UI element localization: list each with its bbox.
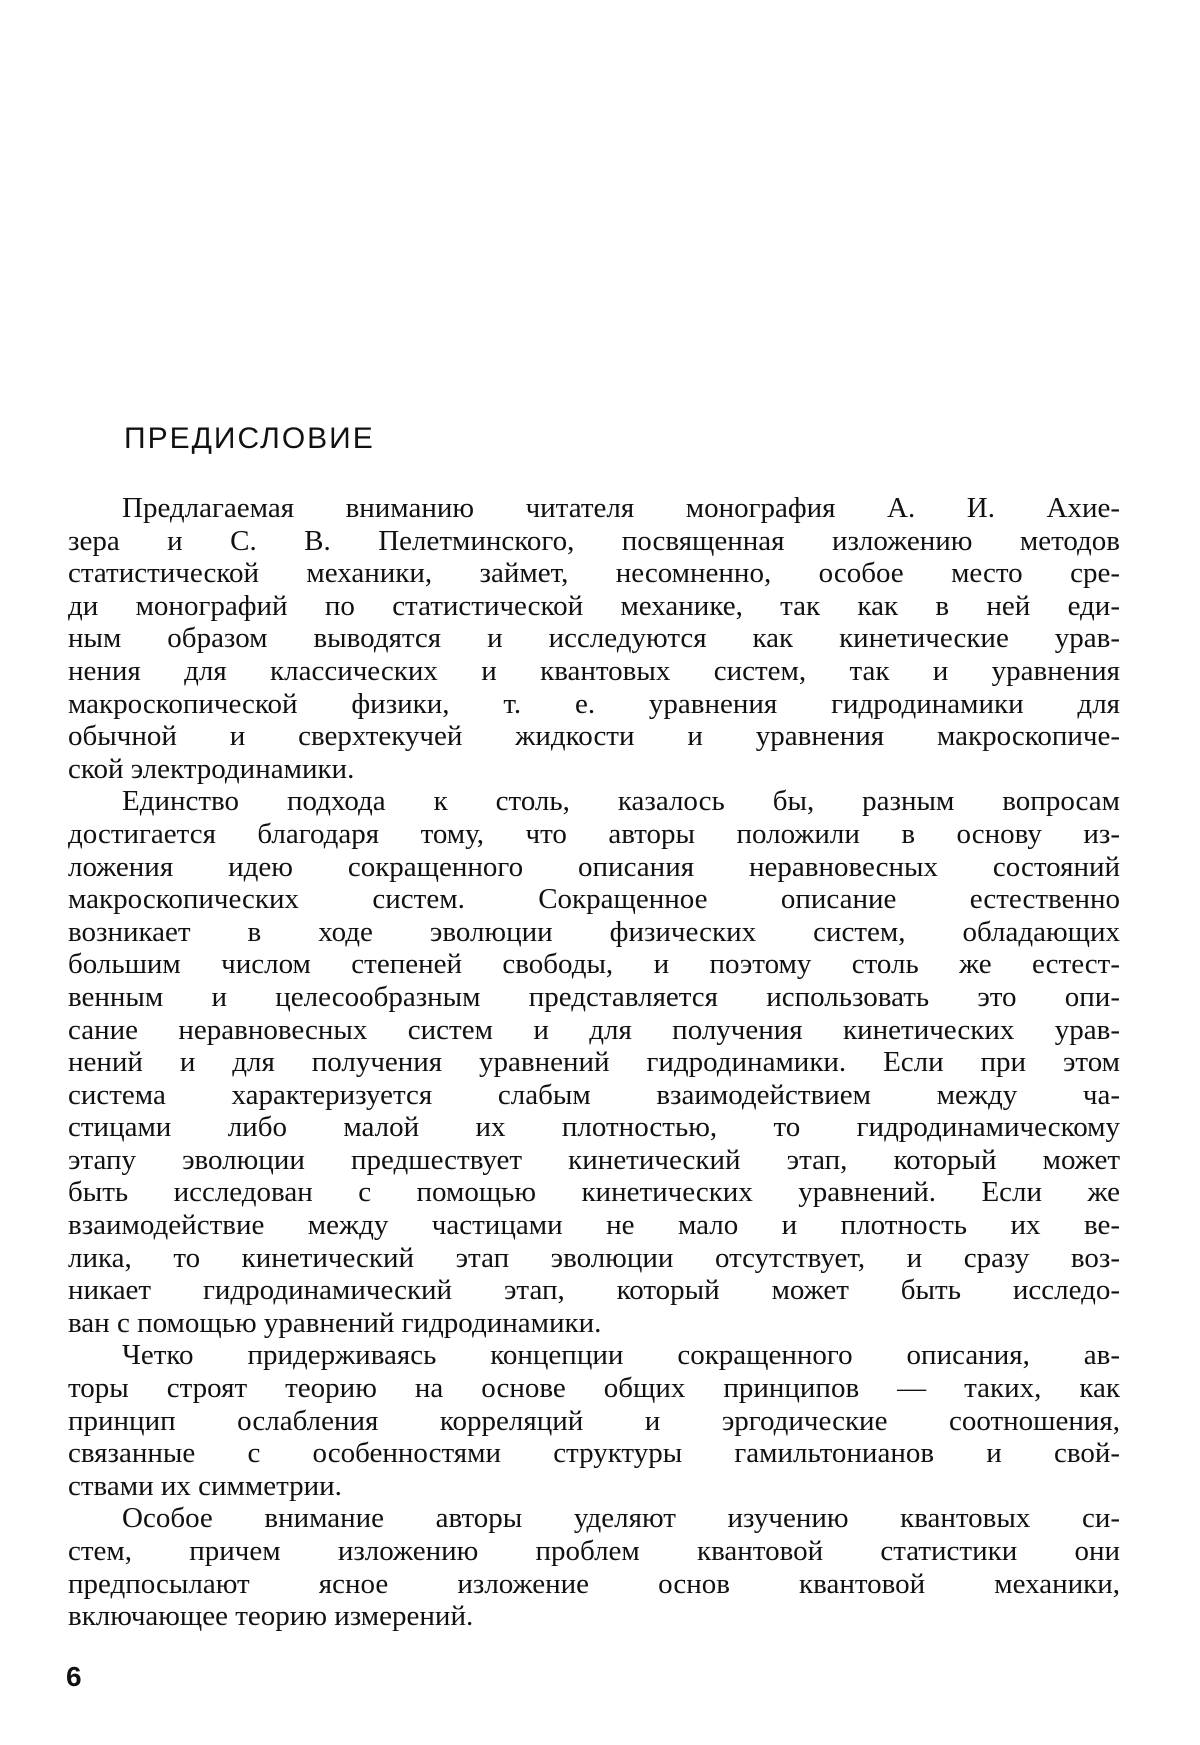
text-line: макроскопической физики, т. е. уравнения гидродинамики для bbox=[68, 687, 1120, 720]
text-line: сание неравновесных систем и для получения кинетических урав- bbox=[68, 1013, 1120, 1046]
text-line: Четко придерживаясь концепции сокращенного описания, ав- bbox=[122, 1339, 1120, 1372]
paragraph-4 bbox=[68, 1502, 1120, 1632]
text-line: возникает в ходе эволюции физических систем, обладающих bbox=[68, 915, 1120, 948]
text-line: ской электродинамики. bbox=[68, 752, 355, 785]
text-line: ван с помощью уравнений гидродинамики. bbox=[68, 1306, 602, 1339]
preface-body bbox=[68, 492, 1120, 1633]
text-line: нений и для получения уравнений гидродинамики. Если при этом bbox=[68, 1046, 1120, 1079]
text-line: Единство подхода к столь, казалось бы, разным вопросам bbox=[122, 785, 1120, 818]
text-line: большим числом степеней свободы, и поэтому столь же естест- bbox=[68, 948, 1120, 981]
text-line: венным и целесообразным представляется использовать это опи- bbox=[68, 980, 1120, 1013]
text-line: включающее теорию измерений. bbox=[68, 1600, 474, 1633]
paragraph-3 bbox=[68, 1339, 1120, 1502]
text-line: лика, то кинетический этап эволюции отсутствует, и сразу воз- bbox=[68, 1241, 1120, 1274]
text-line: система характеризуется слабым взаимодействием между ча- bbox=[68, 1078, 1120, 1111]
page-number: 6 bbox=[66, 1661, 82, 1692]
text-line: Предлагаемая вниманию читателя монография А. И. Ахие- bbox=[122, 492, 1120, 524]
text-line: нения для классических и квантовых систем, так и уравнения bbox=[68, 654, 1120, 687]
text-line: стем, причем изложению проблем квантовой статистики они bbox=[68, 1535, 1120, 1567]
text-line: обычной и сверхтекучей жидкости и уравнения макроскопиче- bbox=[68, 720, 1120, 753]
text-line: никает гидродинамический этап, который может быть исследо- bbox=[68, 1274, 1120, 1307]
paragraph-1 bbox=[68, 492, 1120, 785]
text-line: принцип ослабления корреляций и эргодические соотношения, bbox=[68, 1404, 1120, 1437]
section-heading: ПРЕДИСЛОВИЕ bbox=[124, 422, 375, 455]
text-line: торы строят теорию на основе общих принципов — таких, как bbox=[68, 1372, 1120, 1405]
paragraph-2 bbox=[68, 785, 1120, 1339]
text-line: достигается благодаря тому, что авторы положили в основу из- bbox=[68, 817, 1120, 850]
text-line: ствами их симметрии. bbox=[68, 1469, 342, 1502]
text-line: предпосылают ясное изложение основ квантовой механики, bbox=[68, 1567, 1120, 1600]
text-line: быть исследован с помощью кинетических уравнений. Если же bbox=[68, 1176, 1120, 1209]
text-line: ди монографий по статистической механике, так как в ней еди- bbox=[68, 589, 1120, 622]
text-line: Особое внимание авторы уделяют изучению квантовых си- bbox=[122, 1502, 1120, 1535]
text-line: связанные с особенностями структуры гамильтонианов и свой- bbox=[68, 1437, 1120, 1470]
text-line: ным образом выводятся и исследуются как кинетические урав- bbox=[68, 622, 1120, 655]
text-line: статистической механики, займет, несомненно, особое место сре- bbox=[68, 557, 1120, 590]
text-line: взаимодействие между частицами не мало и плотность их ве- bbox=[68, 1209, 1120, 1242]
text-line: зера и С. В. Пелетминского, посвященная изложению методов bbox=[68, 524, 1120, 557]
text-line: макроскопических систем. Сокращенное описание естественно bbox=[68, 883, 1120, 916]
text-line: этапу эволюции предшествует кинетический этап, который может bbox=[68, 1143, 1120, 1176]
text-line: стицами либо малой их плотностью, то гидродинамическому bbox=[68, 1111, 1120, 1144]
text-line: ложения идею сокращенного описания неравновесных состояний bbox=[68, 850, 1120, 883]
